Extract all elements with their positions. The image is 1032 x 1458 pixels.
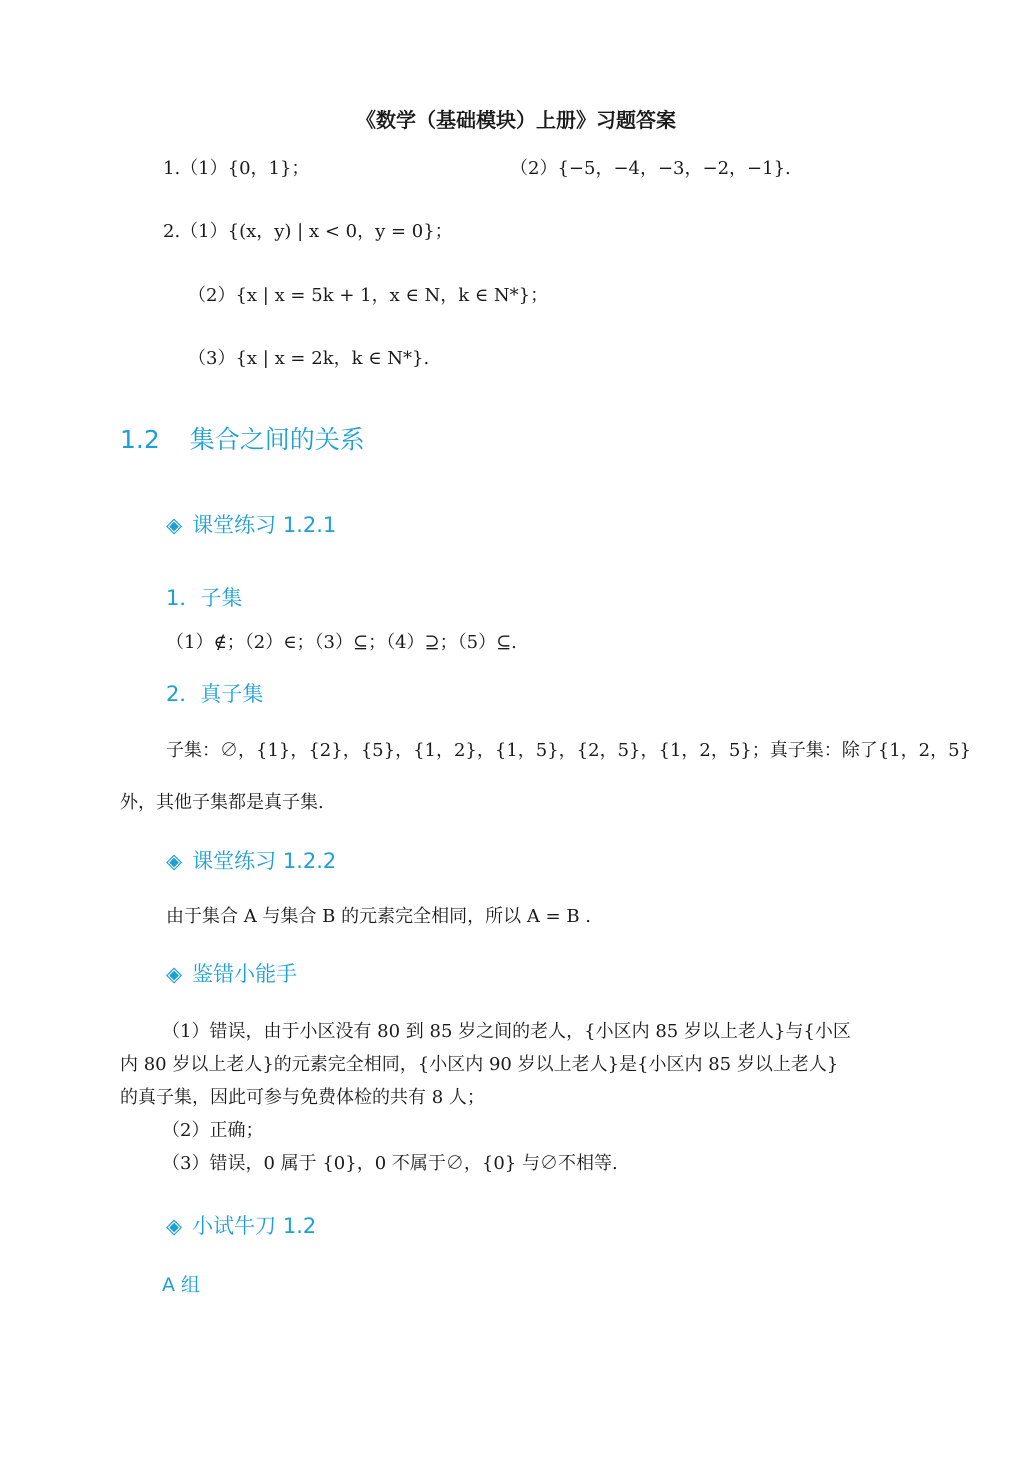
error-item-3: （3）错误，0 属于 {0}，0 不属于∅，{0} 与∅不相等. — [162, 1153, 618, 1174]
proper-subset-subheading: 2．真子集 — [166, 682, 264, 706]
diamond-bullet-icon: ◈ — [166, 962, 183, 986]
exercise-2-part-2: （2）{x | x = 5k + 1，x ∈ N，k ∈ N*}； — [188, 285, 549, 306]
error-item-1-line-3: 的真子集，因此可参与免费体检的共有 8 人； — [120, 1087, 485, 1108]
diamond-bullet-icon: ◈ — [166, 513, 183, 537]
diamond-bullet-icon: ◈ — [166, 849, 183, 873]
group-a-label: A 组 — [162, 1274, 201, 1296]
practice-121-heading: ◈ 课堂练习 1.2.1 — [166, 513, 337, 537]
exercise-1-part-1: 1.（1）{0，1}； — [163, 158, 310, 179]
practice-122-heading: ◈ 课堂练习 1.2.2 — [166, 849, 337, 873]
section-number: 1.2 — [120, 425, 160, 454]
trial-heading: ◈ 小试牛刀 1.2 — [166, 1214, 317, 1238]
diamond-bullet-icon: ◈ — [166, 1214, 183, 1238]
section-title: 集合之间的关系 — [189, 425, 365, 454]
proper-subset-line-2: 外，其他子集都是真子集. — [120, 792, 324, 813]
error-item-1-line-2: 内 80 岁以上老人}的元素完全相同，{小区内 90 岁以上老人}是{小区内 85 岁以上老人} — [120, 1054, 839, 1075]
section-heading — [120, 420, 365, 456]
subset-answer: （1）∉；（2）∈；（3）⊆；（4）⊇；（5）⊆. — [166, 632, 517, 653]
page-title: 《数学（基础模块）上册》习题答案 — [356, 108, 676, 132]
subset-subheading: 1．子集 — [166, 586, 243, 610]
error-spotting-heading: ◈ 鉴错小能手 — [166, 962, 298, 986]
exercise-1-part-2: （2）{−5，−4，−3，−2，−1}. — [510, 158, 791, 179]
exercise-2-part-3: （3）{x | x = 2k，k ∈ N*}. — [188, 348, 430, 369]
error-item-2: （2）正确； — [162, 1120, 264, 1141]
error-item-1-line-1: （1）错误，由于小区没有 80 到 85 岁之间的老人，{小区内 85 岁以上老人}与{小区 — [162, 1021, 851, 1042]
exercise-2-part-1: 2.（1）{(x，y) | x < 0，y = 0}； — [163, 221, 453, 242]
proper-subset-line-1: 子集：∅，{1}，{2}，{5}，{1，2}，{1，5}，{2，5}，{1，2，5}；真子集：除了{1，2，5} — [166, 740, 972, 761]
error-spotting-body — [120, 1015, 940, 1180]
practice-122-answer: 由于集合 A 与集合 B 的元素完全相同，所以 A = B . — [166, 906, 592, 927]
